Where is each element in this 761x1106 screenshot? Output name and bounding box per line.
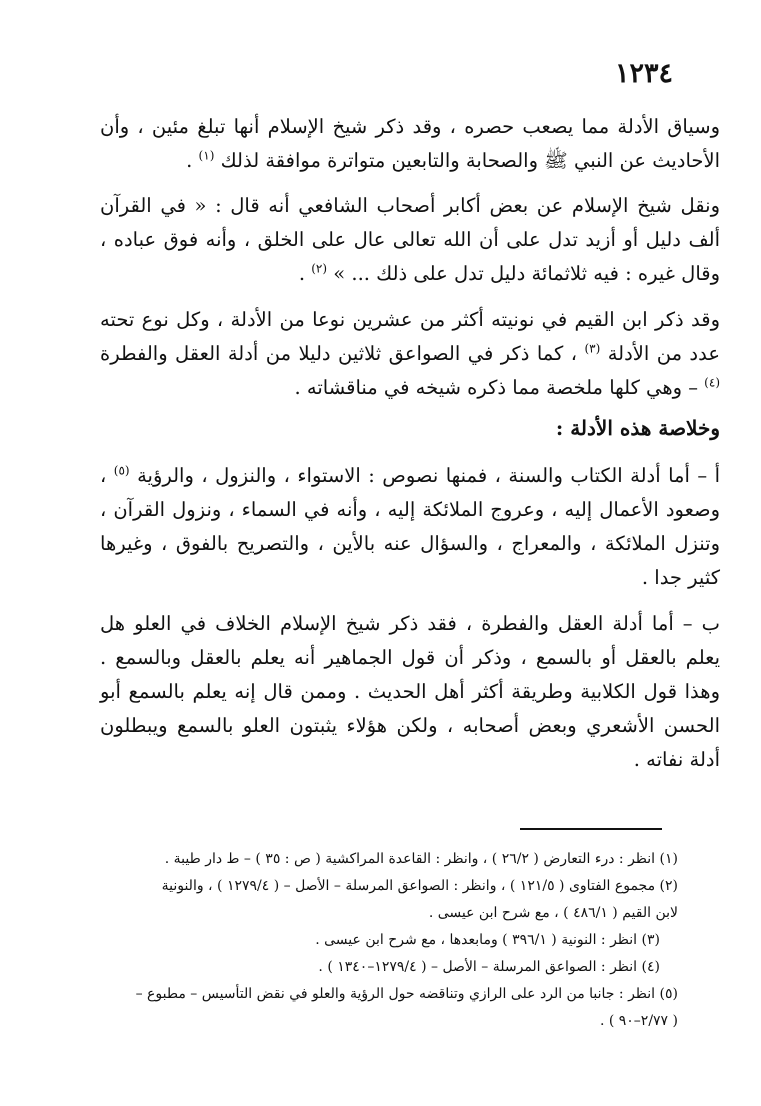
footnote-1-text: انظر : درء التعارض ( ٢٦/٢ ) ، وانظر : القاعدة المراكشية ( ص : ٣٥ ) – ط دار طيبة . bbox=[164, 851, 656, 867]
paragraph-5-text: أ – أما أدلة الكتاب والسنة ، فمنها نصوص : الاستواء ، والنزول ، والرؤية bbox=[137, 464, 720, 487]
footnote-ref-1[interactable]: (١) bbox=[198, 148, 215, 163]
footnote-divider bbox=[520, 828, 662, 830]
footnote-4-number: (٤) bbox=[641, 959, 660, 975]
footnote-ref-3[interactable]: (٣) bbox=[584, 341, 601, 356]
footnote-2-continuation: لابن القيم ( ٤٨٦/١ ) ، مع شرح ابن عيسى . bbox=[428, 905, 678, 921]
section-heading: وخلاصة هذه الأدلة : bbox=[555, 416, 720, 440]
paragraph-3 bbox=[100, 303, 720, 405]
paragraph-1-end: . bbox=[186, 149, 199, 172]
page-number: ١٢٣٤ bbox=[614, 58, 673, 89]
paragraph-3-text: وقد ذكر ابن القيم في نونيته أكثر من عشرين نوعا من الأدلة ، وكل نوع تحته عدد من الأدلة bbox=[100, 308, 720, 365]
footnote-5-text: انظر : جانبا من الرد على الرازي وتناقضه حول الرؤية والعلو في نقض التأسيس – مطبوع – bbox=[135, 986, 656, 1002]
footnote-2 bbox=[95, 873, 678, 900]
footnote-2-number: (٢) bbox=[659, 878, 678, 894]
footnote-1 bbox=[95, 846, 678, 873]
paragraph-1 bbox=[100, 110, 720, 178]
paragraph-1-text: وسياق الأدلة مما يصعب حصره ، وقد ذكر شيخ الإسلام أنها تبلغ مئين ، وأن الأحاديث عن النبي ﷺ والصحابة والتابعين متواترة موافقة لذلك bbox=[100, 115, 720, 172]
paragraph-3-end: – وهي كلها ملخصة مما ذكره شيخه في مناقشاته . bbox=[294, 376, 705, 399]
footnote-ref-5[interactable]: (٥) bbox=[113, 463, 130, 478]
paragraph-2 bbox=[100, 189, 720, 291]
paragraph-2-end: . bbox=[298, 262, 312, 285]
footnote-2-text: مجموع الفتاوى ( ١٢١/٥ ) ، وانظر : الصواعق المرسلة – الأصل – ( ١٢٧٩/٤ ) ، والنونية bbox=[161, 878, 656, 894]
paragraph-5 bbox=[100, 459, 720, 595]
footnote-5-continuation: ( ٢/٧٧–٩٠ ) . bbox=[599, 1013, 678, 1029]
footnote-3-text: انظر : النونية ( ٣٩٦/١ ) ومابعدها ، مع شرح ابن عيسى . bbox=[315, 932, 638, 948]
footnote-3-number: (٣) bbox=[641, 932, 660, 948]
paragraph-3-middle: ، كما ذكر في الصواعق ثلاثين دليلا من أدلة العقل والفطرة bbox=[100, 342, 585, 365]
footnote-4 bbox=[95, 954, 678, 981]
footnote-ref-4[interactable]: (٤) bbox=[704, 375, 720, 390]
footnote-4-text: انظر : الصواعق المرسلة – الأصل – ( ١٢٧٩/٤–١٣٤٠ ) . bbox=[318, 959, 638, 975]
footnote-5 bbox=[95, 981, 678, 1008]
footnote-3 bbox=[95, 927, 678, 954]
paragraph-5-end: ، وصعود الأعمال إليه ، وعروج الملائكة إليه ، وأنه في السماء ، ونزول القرآن ، وتنزل الملائكة ، والمعراج ، والسؤال عنه بالأين ، والتصريح بالفوق ، وغيرها كثير جدا . bbox=[100, 464, 720, 589]
paragraph-2-text: ونقل شيخ الإسلام عن بعض أكابر أصحاب الشافعي أنه قال : « في القرآن ألف دليل أو أزيد تدل على أن الله تعالى عال على الخلق ، وأنه فوق عباده ، وقال غيره : فيه ثلاثمائة دليل تدل على ذلك ... » bbox=[100, 194, 720, 285]
paragraph-6: ب – أما أدلة العقل والفطرة ، فقد ذكر شيخ الإسلام الخلاف في العلو هل يعلم بالعقل أو بالسمع ، وذكر أن قول الجماهير أنه يعلم بالعقل وبالسمع . وهذا قول الكلابية وطريقة أكثر أهل الحديث . وممن قال إنه يعلم بالسمع أبو الحسن الأشعري وبعض أصحابه ، ولكن هؤلاء يثبتون العلو بالسمع ويبطلون أدلة نفاته . bbox=[100, 612, 720, 771]
footnote-ref-2[interactable]: (٢) bbox=[311, 261, 328, 276]
footnote-5-number: (٥) bbox=[659, 986, 678, 1002]
footnote-1-number: (١) bbox=[659, 851, 678, 867]
main-text bbox=[100, 110, 720, 777]
footnotes bbox=[95, 846, 678, 1035]
